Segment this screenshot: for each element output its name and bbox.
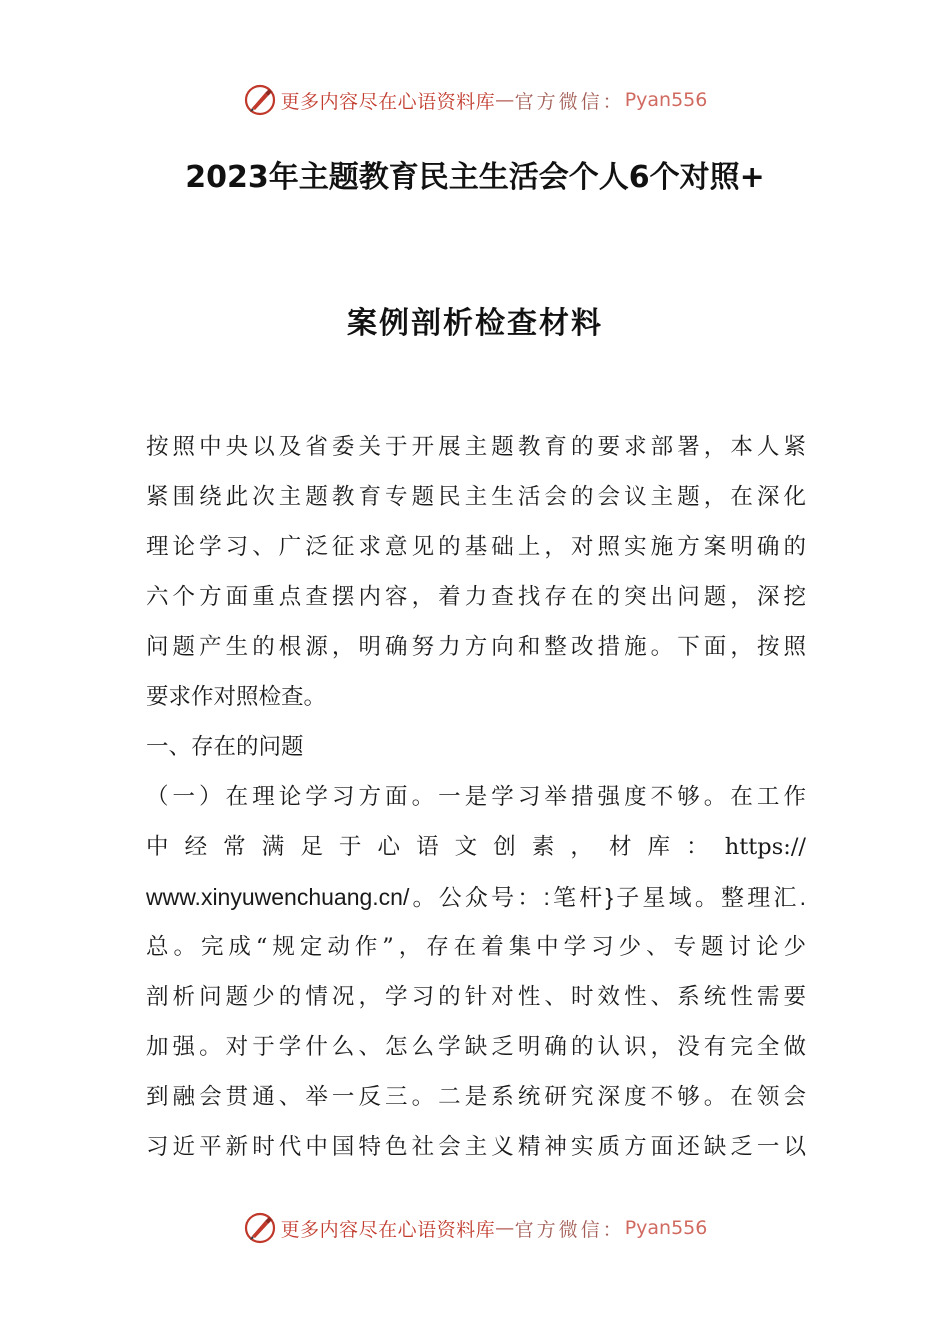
body-line: 紧围绕此次主题教育专题民主生活会的会议主题，在深化 — [146, 484, 806, 510]
body-line: 六个方面重点查摆内容，着力查找存在的突出问题，深挖 — [146, 584, 806, 610]
body-line-url: www.xinyuwenchuang.cn/。公众号：:笔杆}子星域。整理汇. — [146, 884, 806, 910]
section-heading: 一、存在的问题 — [146, 734, 304, 760]
body-line: 加强。对于学什么、怎么学缺乏明确的认识，没有完全做 — [146, 1034, 806, 1060]
banner-separator: — — [495, 89, 515, 111]
body-line: （一）在理论学习方面。一是学习举措强度不够。在工作 — [146, 784, 806, 810]
document-title-line-2: 案例剖析检查材料 — [347, 306, 603, 341]
body-line: 中 经 常 满 足 于 心 语 文 创 素 ， 材 库 ： https:// — [146, 834, 806, 860]
body-line: 剖析问题少的情况，学习的针对性、时效性、系统性需要 — [146, 984, 806, 1010]
footer-slogan: 更多内容尽在心语资料库 — [280, 1218, 496, 1241]
banner-wechat-label: 官方微信： — [514, 90, 625, 113]
footer-wechat-id: Pyan556 — [624, 1217, 708, 1239]
banner-slogan: 更多内容尽在心语资料库 — [280, 90, 496, 113]
body-line: 到融会贯通、举一反三。二是系统研究深度不够。在领会 — [146, 1084, 806, 1110]
document-body — [146, 422, 806, 1172]
body-line: 按照中央以及省委关于开展主题教育的要求部署，本人紧 — [146, 434, 806, 460]
document-title-line-1: 2023年主题教育民主生活会个人6个对照+ — [185, 160, 765, 195]
body-line: 理论学习、广泛征求意见的基础上，对照实施方案明确的 — [146, 534, 806, 560]
pen-seal-icon — [243, 83, 277, 117]
header-banner — [0, 80, 950, 120]
footer-wechat-label: 官方微信： — [514, 1218, 625, 1241]
footer-separator: — — [495, 1217, 515, 1239]
body-line: 习近平新时代中国特色社会主义精神实质方面还缺乏一以 — [146, 1134, 806, 1160]
body-line: 问题产生的根源，明确努力方向和整改措施。下面，按照 — [146, 634, 806, 660]
banner-wechat-id: Pyan556 — [624, 89, 708, 111]
body-line: 总。完成“规定动作”，存在着集中学习少、专题讨论少 — [146, 934, 806, 960]
footer-banner — [0, 1208, 950, 1248]
body-line: 要求作对照检查。 — [146, 684, 327, 710]
pen-seal-icon — [243, 1211, 277, 1245]
